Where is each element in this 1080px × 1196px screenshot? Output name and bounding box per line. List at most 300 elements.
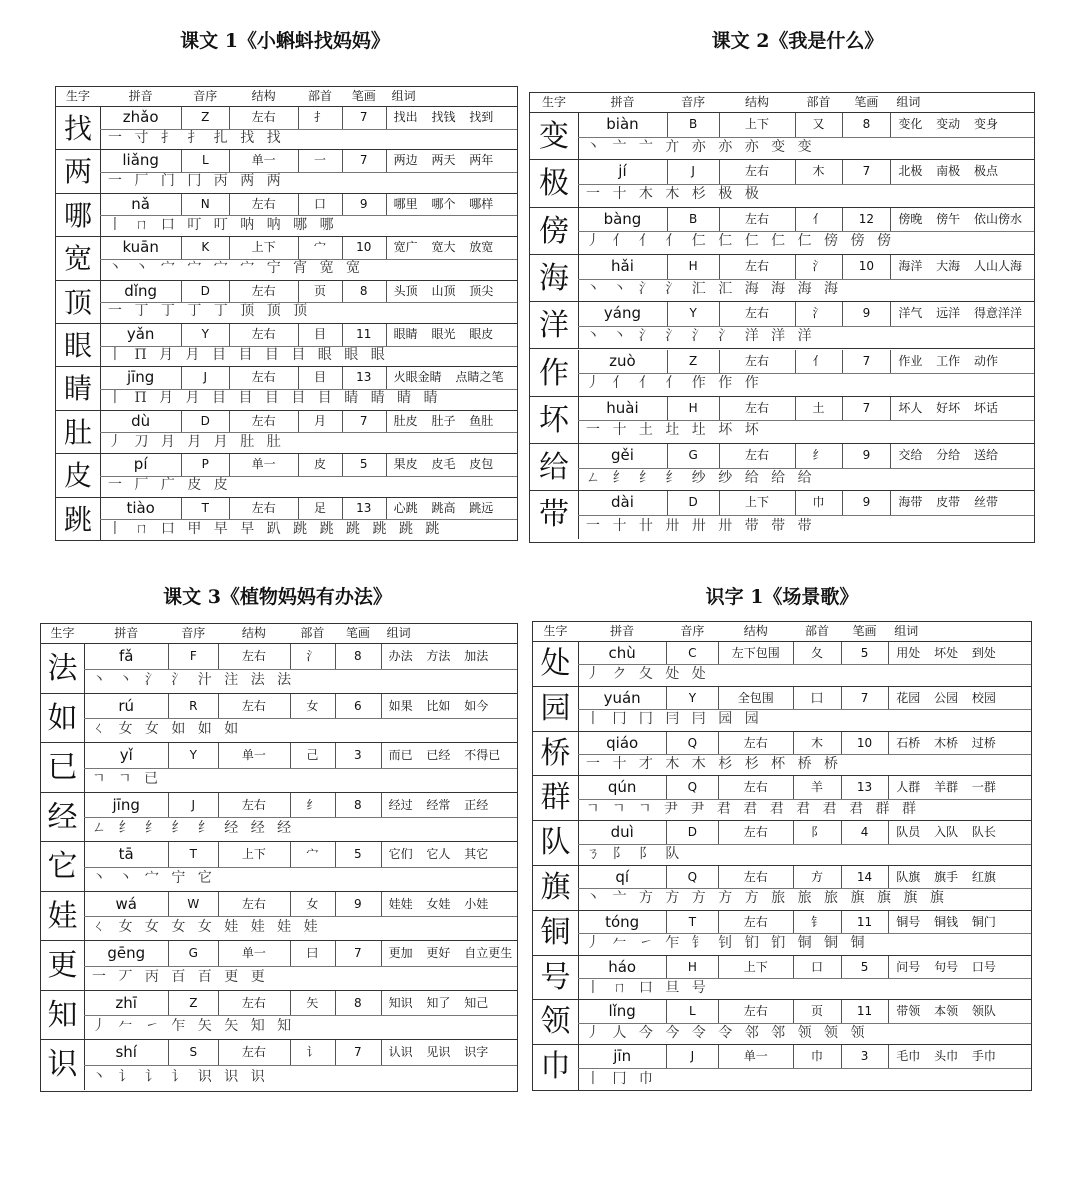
- stroke-order: 一 十 土 圵 圵 坏 坏: [586, 422, 763, 439]
- column-divider: [842, 208, 843, 232]
- character-row: [56, 194, 517, 237]
- pinyin: kuān: [122, 238, 159, 257]
- radical: 纟: [812, 448, 825, 463]
- character-info: [100, 281, 517, 304]
- pinyin: háo: [608, 957, 637, 976]
- pinyin: biàn: [606, 115, 639, 133]
- column-divider: [888, 821, 889, 843]
- column-divider: [719, 397, 720, 421]
- radical: 月: [313, 413, 326, 428]
- stroke-order: 丿 𠂉 ㇀ 乍 矢 矢 知 知: [92, 1018, 296, 1035]
- radical: 口: [810, 959, 823, 974]
- character-info: [578, 911, 1031, 934]
- column-divider: [795, 255, 796, 279]
- words: 眼睛 眼光 眼皮: [393, 327, 494, 341]
- structure: 左右: [251, 283, 276, 298]
- header-structure: 结构: [241, 626, 266, 640]
- structure: 左右: [743, 1004, 768, 1019]
- column-divider: [718, 732, 719, 754]
- pinyin: qún: [607, 778, 637, 797]
- header-radical: 部首: [806, 95, 831, 109]
- column-divider: [168, 892, 169, 917]
- words: 两边 两天 两年: [393, 153, 494, 168]
- header-words: 组词: [896, 95, 921, 109]
- column-divider: [888, 642, 889, 664]
- character-cell: 经: [41, 793, 85, 842]
- character-cell: 号: [533, 956, 579, 1000]
- column-divider: [842, 113, 843, 137]
- column-divider: [718, 911, 719, 933]
- header-char: 生字: [543, 624, 568, 638]
- column-divider: [298, 281, 299, 303]
- structure: 左右: [241, 896, 266, 911]
- character-row: [530, 208, 1034, 255]
- stroke-count: 9: [862, 495, 871, 510]
- column-divider: [719, 208, 720, 232]
- column-divider: [386, 107, 387, 129]
- character-cell: 极: [530, 160, 579, 206]
- column-divider: [290, 1040, 291, 1065]
- column-divider: [890, 113, 891, 137]
- structure: 左右: [744, 258, 769, 273]
- structure: 左右: [251, 413, 276, 428]
- column-divider: [842, 350, 843, 374]
- character-row: [56, 237, 517, 280]
- column-divider: [795, 113, 796, 137]
- character-cell: 睛: [56, 367, 101, 409]
- column-divider: [890, 444, 891, 468]
- column-divider: [666, 732, 667, 754]
- radical: 曰: [306, 946, 319, 960]
- header-words: 组词: [391, 89, 416, 103]
- words: 海洋 大海 人山人海: [898, 258, 1022, 273]
- header-radical: 部首: [307, 89, 332, 103]
- character-row: [41, 1040, 517, 1090]
- radical: 页: [313, 283, 326, 298]
- words: 队员 入队 队长: [896, 825, 996, 840]
- pinyin: yǐ: [119, 746, 133, 764]
- pinyin: fǎ: [118, 647, 134, 665]
- column-divider: [719, 113, 720, 137]
- character-info: [84, 694, 517, 720]
- column-divider: [218, 842, 219, 867]
- pinyin: zhī: [115, 993, 137, 1012]
- structure: 左右: [251, 370, 276, 385]
- header-strokes: 笔画: [854, 95, 879, 109]
- character-info: [578, 444, 1034, 469]
- column-divider: [793, 1000, 794, 1022]
- column-divider: [719, 255, 720, 279]
- column-divider: [229, 324, 230, 346]
- character-info: [578, 732, 1031, 755]
- initial: K: [201, 240, 210, 255]
- character-table: [55, 86, 518, 541]
- radical: 目: [313, 370, 326, 385]
- column-divider: [718, 687, 719, 709]
- stroke-order: 一 丆 丙 百 百 更 更: [92, 968, 269, 985]
- column-divider: [888, 866, 889, 888]
- column-divider: [795, 208, 796, 232]
- character-info: [578, 642, 1031, 665]
- column-divider: [342, 367, 343, 389]
- stroke-order: 一 十 卄 卅 卅 卅 带 带 带: [586, 518, 816, 535]
- words: 交给 分给 送给: [898, 448, 998, 463]
- character-info: [84, 842, 517, 868]
- character-cell: 更: [41, 941, 85, 990]
- character-cell: 领: [533, 1000, 579, 1044]
- pinyin: dù: [131, 411, 151, 430]
- character-info: [578, 1000, 1031, 1023]
- column-divider: [718, 821, 719, 843]
- pinyin: gěi: [610, 446, 634, 465]
- character-cell: 坏: [530, 397, 579, 443]
- stroke-count: 11: [856, 1004, 873, 1019]
- header-strokes: 笔画: [345, 626, 370, 640]
- words: 火眼金睛 点睛之笔: [393, 370, 504, 385]
- column-divider: [386, 411, 387, 433]
- radical: 宀: [313, 240, 326, 255]
- column-divider: [229, 194, 230, 216]
- character-info: [84, 1040, 517, 1066]
- character-cell: 作: [530, 350, 579, 396]
- radical: 木: [810, 735, 823, 750]
- column-divider: [666, 1000, 667, 1022]
- structure: 左右: [744, 353, 769, 368]
- column-divider: [298, 367, 299, 389]
- pinyin: tā: [118, 845, 134, 863]
- column-divider: [795, 160, 796, 184]
- column-divider: [842, 302, 843, 326]
- column-divider: [793, 956, 794, 978]
- structure: 左右: [744, 211, 769, 226]
- pinyin: qí: [615, 868, 630, 886]
- stroke-order: 丶 丶 氵 氵 氵 氵 洋 洋 洋: [586, 327, 816, 344]
- stroke-order: 一 厂 门 冂 丙 两 两: [108, 173, 285, 190]
- radical: 囗: [810, 690, 823, 705]
- character-cell: 肚: [56, 411, 101, 453]
- radical: 夂: [810, 646, 823, 660]
- header-initial: 音序: [681, 95, 706, 109]
- structure: 单一: [241, 946, 266, 960]
- character-info: [100, 150, 517, 173]
- column-divider: [666, 911, 667, 933]
- stroke-count: 8: [359, 283, 368, 298]
- words: 用处 坏处 到处: [896, 646, 996, 660]
- character-row: [533, 866, 1031, 911]
- column-divider: [795, 491, 796, 515]
- words: 坏人 好坏 坏话: [898, 400, 998, 415]
- column-divider: [168, 842, 169, 867]
- character-info: [100, 237, 517, 260]
- stroke-order: 丿 刀 月 月 月 肚 肚: [108, 433, 285, 450]
- character-cell: 处: [533, 642, 579, 686]
- structure: 左右: [241, 995, 266, 1010]
- column-divider: [666, 776, 667, 798]
- character-row: [41, 941, 517, 991]
- character-cell: 给: [530, 444, 579, 490]
- column-divider: [718, 1000, 719, 1022]
- column-divider: [795, 397, 796, 421]
- stroke-order: 丨 Π 月 月 目 目 目 目 目 睛 睛 睛 睛: [108, 390, 442, 407]
- initial: B: [689, 211, 698, 226]
- character-cell: 哪: [56, 194, 101, 236]
- character-row: [530, 397, 1034, 444]
- column-divider: [298, 454, 299, 476]
- stroke-order: ㄥ 纟 纟 纟 纱 纱 给 给 给: [586, 469, 816, 486]
- character-row: [533, 1045, 1031, 1090]
- character-info: [578, 350, 1034, 375]
- character-cell: 巾: [533, 1045, 579, 1090]
- stroke-count: 5: [860, 646, 869, 660]
- header-pinyin: 拼音: [114, 626, 139, 640]
- structure: 左右: [251, 500, 276, 515]
- column-divider: [218, 644, 219, 669]
- column-divider: [335, 644, 336, 669]
- column-divider: [381, 694, 382, 719]
- character-cell: 带: [530, 491, 579, 538]
- character-row: [56, 324, 517, 367]
- words: 队旗 旗手 红旗: [896, 870, 996, 884]
- initial: G: [688, 448, 698, 463]
- character-row: [41, 743, 517, 793]
- header-initial: 音序: [680, 624, 705, 638]
- column-divider: [381, 892, 382, 917]
- lesson-title: 课文 3《植物妈妈有办法》: [163, 586, 392, 608]
- initial: S: [189, 1045, 198, 1059]
- pinyin: yáng: [603, 304, 641, 323]
- stroke-order: 丿 人 今 今 令 令 邻 邻 领 领 领: [586, 1024, 869, 1041]
- pinyin: jí: [618, 162, 627, 181]
- character-cell: 如: [41, 694, 85, 743]
- words: 它们 它人 其它: [388, 847, 489, 861]
- column-divider: [841, 956, 842, 978]
- stroke-count: 3: [354, 748, 362, 762]
- character-row: [533, 911, 1031, 956]
- column-divider: [181, 454, 182, 476]
- column-divider: [218, 743, 219, 768]
- column-divider: [842, 397, 843, 421]
- pinyin: dài: [611, 493, 634, 512]
- structure: 单一: [743, 1049, 768, 1064]
- header-char: 生字: [541, 95, 566, 109]
- column-divider: [168, 644, 169, 669]
- words: 肚皮 肚子 鱼肚: [393, 413, 494, 428]
- character-info: [84, 941, 517, 967]
- column-divider: [667, 350, 668, 374]
- radical: 巾: [812, 495, 825, 510]
- stroke-count: 9: [862, 448, 871, 463]
- column-divider: [841, 732, 842, 754]
- column-divider: [335, 743, 336, 768]
- character-cell: 群: [533, 776, 579, 820]
- words: 铜号 铜钱 铜门: [896, 914, 996, 929]
- character-row: [533, 642, 1031, 687]
- column-divider: [381, 991, 382, 1016]
- pinyin: huài: [606, 398, 639, 417]
- column-divider: [793, 821, 794, 843]
- initial: P: [201, 457, 209, 472]
- column-divider: [841, 642, 842, 664]
- column-divider: [667, 491, 668, 515]
- character-info: [578, 776, 1031, 799]
- structure: 左右: [743, 780, 768, 795]
- radical: 一: [313, 153, 326, 168]
- stroke-count: 8: [862, 117, 871, 131]
- column-divider: [381, 842, 382, 867]
- character-row: [56, 411, 517, 454]
- column-divider: [719, 444, 720, 468]
- lesson-title: 课文 2《我是什么》: [711, 30, 884, 52]
- initial: Q: [687, 780, 698, 795]
- column-divider: [793, 1045, 794, 1067]
- column-divider: [229, 107, 230, 129]
- column-divider: [842, 491, 843, 515]
- initial: Z: [201, 110, 210, 124]
- column-divider: [386, 237, 387, 259]
- column-divider: [667, 444, 668, 468]
- stroke-order: 丨 ㄇ 口 甲 早 早 趴 跳 跳 跳 跳 跳 跳: [108, 521, 444, 538]
- stroke-order: 一 十 才 木 木 杉 杉 杯 桥 桥: [586, 756, 843, 772]
- character-row: [56, 454, 517, 497]
- pinyin: jīn: [613, 1047, 632, 1066]
- character-cell: 跳: [56, 498, 101, 541]
- initial: H: [688, 400, 698, 415]
- structure: 左右: [743, 825, 768, 840]
- column-divider: [667, 208, 668, 232]
- stroke-order: ㄱ ㄱ 已: [92, 770, 162, 787]
- character-row: [530, 255, 1034, 302]
- structure: 上下: [743, 959, 768, 974]
- column-divider: [298, 194, 299, 216]
- column-divider: [229, 498, 230, 520]
- character-row: [41, 892, 517, 942]
- stroke-order: 丶 丶 宀 宁 它: [92, 869, 216, 886]
- column-divider: [168, 941, 169, 966]
- stroke-count: 11: [856, 914, 873, 929]
- radical: 讠: [306, 1045, 319, 1059]
- stroke-order: ㄱ ㄱ ㄱ 尹 尹 君 君 君 君 君 君 群 群: [586, 800, 920, 817]
- column-divider: [181, 150, 182, 172]
- radical: 又: [812, 117, 825, 131]
- pinyin: hǎi: [611, 256, 634, 275]
- structure: 全包围: [737, 690, 774, 705]
- character-info: [578, 1045, 1031, 1068]
- character-info: [84, 743, 517, 769]
- column-divider: [335, 694, 336, 719]
- initial: D: [688, 495, 698, 510]
- initial: B: [689, 117, 698, 131]
- initial: W: [187, 896, 200, 911]
- words: 作业 工作 动作: [898, 353, 998, 368]
- radical: 阝: [810, 825, 823, 840]
- stroke-count: 10: [856, 735, 873, 750]
- column-divider: [290, 842, 291, 867]
- character-cell: 洋: [530, 302, 579, 348]
- structure: 左右: [743, 870, 768, 884]
- column-divider: [386, 281, 387, 303]
- column-divider: [381, 1040, 382, 1065]
- stroke-count: 7: [860, 690, 869, 705]
- header-structure: 结构: [743, 624, 768, 638]
- stroke-count: 11: [356, 327, 372, 341]
- structure: 左右: [744, 400, 769, 415]
- column-divider: [335, 941, 336, 966]
- structure: 单一: [251, 153, 276, 168]
- column-divider: [888, 776, 889, 798]
- character-info: [578, 821, 1031, 844]
- character-cell: 眼: [56, 324, 101, 366]
- column-divider: [667, 397, 668, 421]
- column-divider: [666, 1045, 667, 1067]
- stroke-count: 7: [354, 1045, 362, 1059]
- column-divider: [793, 687, 794, 709]
- character-row: [530, 302, 1034, 349]
- stroke-order: 丨 ㄇ 口 叮 叮 呐 呐 哪 哪: [108, 216, 338, 233]
- initial: F: [189, 649, 197, 663]
- character-row: [533, 956, 1031, 1001]
- radical: 皮: [313, 457, 326, 472]
- column-divider: [890, 397, 891, 421]
- character-info: [578, 302, 1034, 327]
- initial: Q: [687, 735, 698, 750]
- character-row: [41, 694, 517, 744]
- character-info: [578, 687, 1031, 710]
- character-info: [100, 367, 517, 390]
- structure: 左右: [743, 914, 768, 929]
- column-divider: [667, 113, 668, 137]
- pinyin: jīng: [126, 368, 155, 387]
- pinyin: rú: [118, 696, 135, 715]
- radical: 女: [306, 896, 319, 911]
- column-divider: [381, 941, 382, 966]
- radical: 扌: [313, 110, 326, 124]
- character-row: [533, 1000, 1031, 1045]
- stroke-order: ㄑ 女 女 女 女 娃 娃 娃 娃: [92, 919, 322, 936]
- character-table: [40, 623, 518, 1092]
- stroke-count: 8: [354, 995, 362, 1010]
- column-divider: [666, 687, 667, 709]
- structure: 左右: [251, 196, 276, 211]
- character-info: [100, 454, 517, 477]
- radical: 宀: [306, 847, 319, 861]
- words: 问号 句号 口号: [896, 959, 996, 974]
- initial: J: [690, 1049, 695, 1064]
- words: 心跳 跳高 跳远: [393, 500, 494, 515]
- pinyin: duì: [610, 823, 634, 842]
- initial: Q: [687, 870, 698, 884]
- column-divider: [386, 194, 387, 216]
- column-divider: [842, 444, 843, 468]
- column-divider: [181, 194, 182, 216]
- column-divider: [666, 821, 667, 843]
- initial: L: [689, 1004, 696, 1019]
- pinyin: tiào: [126, 498, 155, 517]
- stroke-count: 7: [862, 400, 871, 415]
- initial: J: [691, 164, 695, 179]
- radical: 己: [306, 748, 319, 762]
- column-divider: [335, 842, 336, 867]
- initial: H: [688, 258, 698, 273]
- radical: 羊: [810, 780, 823, 795]
- column-divider: [298, 411, 299, 433]
- radical: 土: [812, 400, 825, 415]
- structure: 上下: [241, 847, 266, 861]
- column-divider: [168, 1040, 169, 1065]
- column-divider: [890, 255, 891, 279]
- character-cell: 宽: [56, 237, 101, 279]
- column-divider: [290, 793, 291, 818]
- column-divider: [290, 941, 291, 966]
